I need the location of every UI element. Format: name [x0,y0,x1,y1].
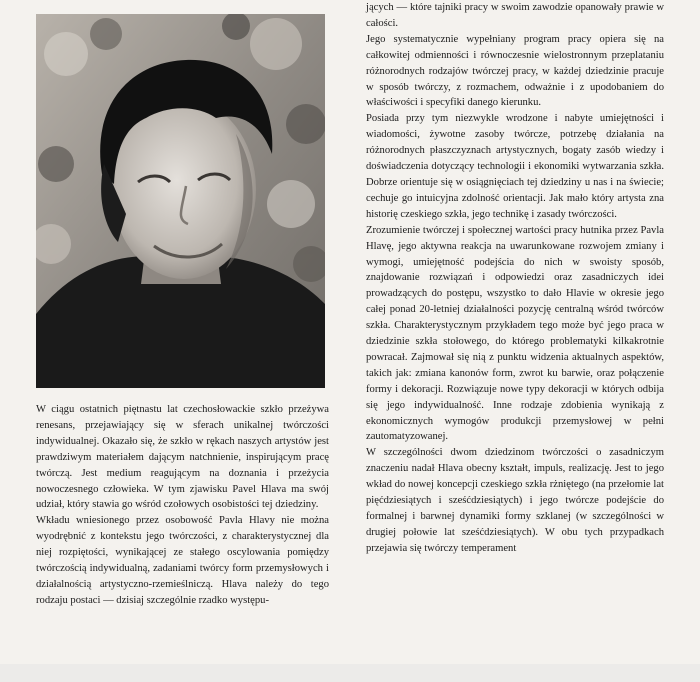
paragraph: jących — które tajniki pracy w swoim zawodzie opanowały prawie w całości. [366,2,664,29]
paragraph: W szczególności dwom dziedzinom twórczości o zasadniczym znaczeniu nadał Hlava obecny kształt, impuls, realizację. Jest to jego wkład do nowej koncepcji czeskiego szkła rżniętego (na przełomie lat pięćdziesiątych i sześćdziesiątych) i jego twórcze podejście do formalnej i barwnej dynamiki formy szklanej (w szczególności w drugiej połowie lat sześćdziesiątych). W obu tych przypadkach przejawia się twórczy temperament [366,447,664,554]
paragraph: Jego systematycznie wypełniany program pracy opiera się na całkowitej odmienności i równoczesnie wielostronnym przeplataniu różnorodnych rodzajów twórczej pracy, w każdej dziedzinie pracuje w sposób twórczy, z rozmachem, odważnie i z upodobaniem do właściwości i specyfiki danego kierunku. [366,33,664,109]
portrait-photo [36,14,325,388]
paragraph: W ciągu ostatnich piętnastu lat czechosłowackie szkło przeżywa renesans, przejawiający się w sferach unikalnej twórczości indywidualnej. Okazało się, że szkło w rękach naszych artystów jest prawdziwym materiałem dającym natchnienie, inspirującym pracę twórczą. Jest medium reagującym na doznania i przeżycia nowoczesnego człowieka. W tym zjawisku Pavel Hlava ma swój udział, który stawia go wśród czołowych osobistości tej dziedziny. [36,404,329,511]
right-column [366,0,664,557]
paragraph: Posiada przy tym niezwykle wrodzone i nabyte umiejętności i wiadomości, żywotne zasoby twórcze, potrzebę działania na różnorodnych płaszczyznach artystycznych, bogaty zasób wiedzy i doświadczenia dotyczący technologii i ekonomiki wytwarzania szkła. Dobrze orientuje się w osiągnięciach tej dziedziny u nas i na świecie; cechuje go intuicyjna zdolność orientacji. Jak mało który artysta zna historię czeskiego szkła, jego technikę i zasady twórczości. [366,113,664,220]
left-column [36,402,329,609]
paragraph: Wkładu wniesionego przez osobowość Pavla Hlavy nie można wyodrębnić z kontekstu jego twórczości, z charakterystycznej dla niej rozpiętości, wynikającej ze stałego oscylowania pomiędzy twórczością indywidualną, zadaniami twórcy form przemysłowych i działalnością artystyczno-rzemieślniczą. Hlava należy do tego rodzaju postaci — dzisiaj szczególnie rzadko występu- [36,515,329,606]
page-bottom-edge [0,664,700,682]
paragraph: Zrozumienie twórczej i społecznej wartości pracy hutnika przez Pavla Hlavę, jego aktywna reakcja na uwarunkowane rozwojem zmiany i wymogi, umiejętność podejścia do nich w swoisty sposób, znajdowanie rozwiązań i odpowiedzi oraz zasadniczych idei prowadzących do postępu, wszystko to dało Hlavie w okresie jego całej ponad 20-letniej działalności pozycję centralną wśród twórców szkła. Charakterystycznym przykładem tego może być jego praca w dziedzinie szkła stołowego, do którego problematyki kilkakrotnie powracał. Zajmował się nią z punktu widzenia aktualnych aspektów, takich jak: zmiana kanonów form, zwrot ku barwie, oraz połączenie formy i dekoracji. Rozwiązuje nowe typy dekoracji w których odbija się jego indywidualność. Inne rodzaje zdobienia wynikają z ekonomicznych wymogów produkcji przemysłowej w pełni zautomatyzowanej. [366,224,664,443]
portrait-image [36,14,325,388]
